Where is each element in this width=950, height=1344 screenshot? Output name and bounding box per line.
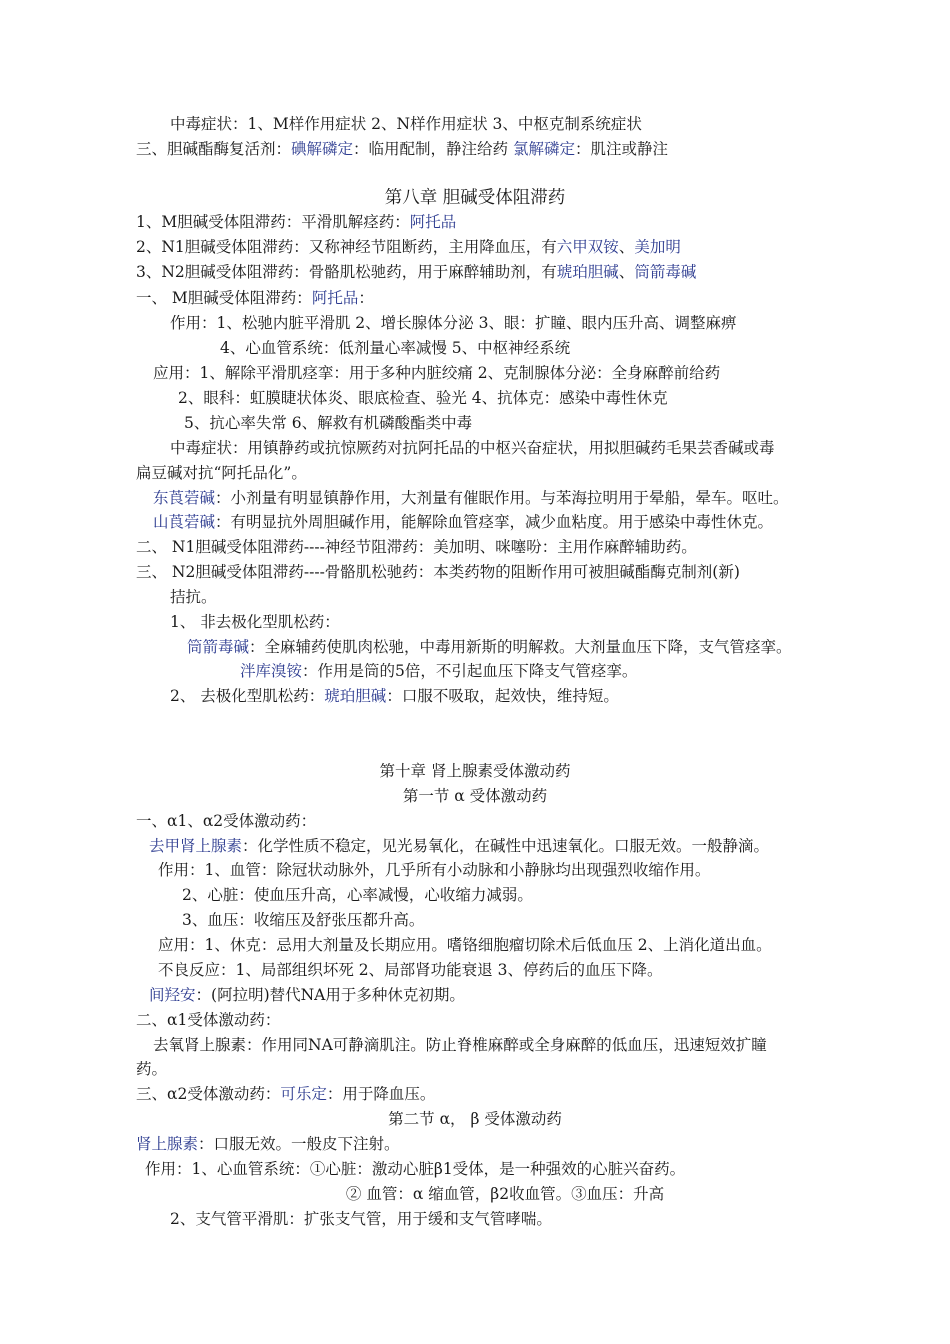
text-segment: 去氧肾上腺素：作用同NA可静滴肌注。防止脊椎麻醉或全身麻醉的低血压，迅速短效扩瞳 — [153, 1036, 767, 1054]
text-segment: 4、心血管系统：低剂量心率减慢 5、中枢神经系统 — [220, 339, 571, 357]
text-line — [158, 935, 772, 955]
text-line — [136, 212, 456, 232]
section-2-heading — [0, 1109, 950, 1129]
text-segment: ：用于降血压。 — [326, 1085, 436, 1103]
text-line — [136, 262, 696, 282]
text-segment: 不良反应：1、局部组织坏死 2、局部肾功能衰退 3、停药后的血压下降。 — [158, 961, 663, 979]
text-line — [136, 811, 316, 831]
drug-name-highlight: 间羟安 — [149, 986, 196, 1004]
text-line — [182, 910, 424, 930]
text-segment: 应用：1、解除平滑肌痉挛：用于多种内脏绞痛 2、克制腺体分泌：全身麻醉前给药 — [153, 364, 721, 382]
text-segment: 第八章 胆碱受体阻滞药 — [384, 188, 566, 208]
text-segment: 一、α1、α2受体激动药： — [136, 812, 317, 830]
text-segment: 3、N2胆碱受体阻滞药：骨骼肌松驰药，用于麻醉辅助剂，有 — [136, 263, 557, 281]
text-segment: 中毒症状：1、M样作用症状 2、N样作用症状 3、中枢克制系统症状 — [170, 115, 642, 133]
drug-name-highlight: 山莨菪碱 — [153, 513, 216, 531]
drug-name-highlight: 琥珀胆碱 — [324, 687, 387, 705]
drug-name-highlight: 氯解磷定 — [512, 140, 575, 158]
text-line — [170, 313, 736, 333]
text-segment: 1、 非去极化型肌松药： — [170, 613, 340, 631]
text-line — [170, 686, 619, 706]
text-segment: 中毒症状：用镇静药或抗惊厥药对抗阿托品的中枢兴奋症状，用拟胆碱药毛果芸香碱或毒 — [170, 439, 775, 457]
text-line — [158, 860, 710, 880]
text-line — [136, 537, 697, 557]
text-line — [136, 139, 668, 159]
text-segment: 作用：1、血管：除冠状动脉外，几乎所有小动脉和小静脉均出现强烈收缩作用。 — [158, 861, 711, 879]
text-segment: 、 — [618, 263, 635, 281]
text-line — [170, 587, 217, 607]
text-segment: 3、血压：收缩压及舒张压都升高。 — [182, 911, 425, 929]
drug-name-highlight: 美加明 — [634, 238, 681, 256]
text-segment: 2、心脏：使血压升高，心率减慢，心收缩力减弱。 — [182, 886, 533, 904]
drug-name-highlight: 碘解磷定 — [291, 140, 354, 158]
text-segment: ：有明显抗外周胆碱作用，能解除血管痉挛，减少血粘度。用于感染中毒性休克。 — [215, 513, 774, 531]
drug-name-highlight: 六甲双铵 — [556, 238, 619, 256]
text-line — [153, 363, 720, 383]
text-segment: 第一节 α 受体激动药 — [402, 787, 548, 805]
text-segment: 二、α1受体激动药： — [136, 1011, 281, 1029]
text-segment: ：临用配制，静注给药 — [353, 140, 513, 158]
drug-name-highlight: 阿托品 — [311, 289, 359, 307]
text-line — [184, 413, 472, 433]
text-segment: 三、胆碱酯酶复活剂： — [136, 140, 292, 158]
drug-name-highlight: 去甲肾上腺素 — [149, 837, 243, 855]
text-line — [136, 288, 374, 308]
text-line — [153, 1035, 767, 1055]
text-line — [220, 338, 570, 358]
text-segment: 药。 — [136, 1060, 168, 1078]
text-segment: 应用：1、休克：忌用大剂量及长期应用。嗜铬细胞瘤切除术后低血压 2、上消化道出血。 — [158, 936, 772, 954]
text-line — [170, 438, 775, 458]
text-segment: 作用：1、松驰内脏平滑肌 2、增长腺体分泌 3、眼：扩瞳、眼内压升高、调整麻痹 — [170, 314, 737, 332]
text-line — [153, 512, 773, 532]
text-segment: ：小剂量有明显镇静作用，大剂量有催眠作用。与苯海拉明用于晕船，晕车。呕吐。 — [215, 489, 789, 507]
text-segment: 1、M胆碱受体阻滞药：平滑肌解痉药： — [136, 213, 410, 231]
text-segment: 一、 M胆碱受体阻滞药： — [136, 289, 312, 307]
text-line — [158, 960, 662, 980]
text-segment: ：化学性质不稳定，见光易氧化，在碱性中迅速氧化。口服无效。一般静滴。 — [242, 837, 770, 855]
text-segment: 、 — [618, 238, 635, 256]
text-line — [30, 1184, 950, 1204]
text-line — [136, 562, 740, 582]
text-segment: ：口服无效。一般皮下注射。 — [198, 1135, 400, 1153]
text-line — [178, 388, 668, 408]
text-segment: 5、抗心率失常 6、解救有机磷酸酯类中毒 — [184, 414, 473, 432]
text-line — [170, 114, 642, 134]
text-segment: ② 血管：α 缩血管，β2收血管。③血压：升高 — [345, 1185, 665, 1203]
text-line — [149, 836, 769, 856]
text-segment: ：口服不吸取，起效快，维持短。 — [386, 687, 619, 705]
text-line — [136, 1010, 280, 1030]
text-segment: 三、α2受体激动药： — [136, 1085, 281, 1103]
text-line — [170, 1209, 552, 1229]
drug-name-highlight: 泮库溴铵 — [240, 662, 303, 680]
text-segment: 三、 N2胆碱受体阻滞药----骨骼肌松驰药：本类药物的阻断作用可被胆碱酯酶克制剂(新) — [136, 563, 740, 581]
text-segment: 作用：1、心血管系统：①心脏：激动心脏β1受体，是一种强效的心脏兴奋药。 — [145, 1160, 686, 1178]
text-segment: 扁豆碱对抗“阿托品化”。 — [136, 464, 307, 482]
chapter-10-heading — [0, 761, 950, 781]
text-segment: 2、N1胆碱受体阻滞药：又称神经节阻断药，主用降血压，有 — [136, 238, 557, 256]
text-segment: 2、支气管平滑肌：扩张支气管，用于缓和支气管哮喘。 — [170, 1210, 552, 1228]
text-line — [153, 488, 789, 508]
text-line — [136, 237, 681, 257]
text-line — [145, 1159, 685, 1179]
text-line — [170, 612, 340, 632]
drug-name-highlight: 筒箭毒碱 — [634, 263, 697, 281]
text-line — [187, 637, 792, 657]
text-segment: 2、 去极化型肌松药： — [170, 687, 325, 705]
drug-name-highlight: 阿托品 — [409, 213, 457, 231]
text-segment: 2、眼科：虹膜睫状体炎、眼底检查、验光 4、抗体克：感染中毒性休克 — [178, 389, 668, 407]
text-segment: 二、 N1胆碱受体阻滞药----神经节阻滞药：美加明、咪噻吩：主用作麻醉辅助药。 — [136, 538, 697, 556]
text-line — [136, 1084, 435, 1104]
text-segment: ： — [358, 289, 374, 307]
text-line — [136, 1134, 400, 1154]
text-line — [149, 985, 465, 1005]
text-segment: ：(阿拉明)替代NA用于多种休克初期。 — [195, 986, 465, 1004]
drug-name-highlight: 东莨菪碱 — [153, 489, 216, 507]
chapter-8-heading — [0, 188, 950, 208]
text-line — [240, 661, 637, 681]
section-1-heading — [0, 786, 950, 806]
text-segment: ：全麻辅药使肌肉松驰，中毒用新斯的明解救。大剂量血压下降，支气管痉挛。 — [249, 638, 792, 656]
text-segment: 第十章 肾上腺素受体激动药 — [379, 762, 571, 780]
drug-name-highlight: 筒箭毒碱 — [187, 638, 250, 656]
text-segment: ：作用是筒的5倍，不引起血压下降支气管痉挛。 — [302, 662, 638, 680]
text-segment: 拮抗。 — [170, 588, 217, 606]
text-segment: 第二节 α， β 受体激动药 — [388, 1110, 562, 1128]
drug-name-highlight: 琥珀胆碱 — [556, 263, 619, 281]
drug-name-highlight: 可乐定 — [280, 1085, 327, 1103]
text-segment: ：肌注或静注 — [574, 140, 668, 158]
text-line — [136, 1059, 167, 1079]
drug-name-highlight: 肾上腺素 — [136, 1135, 199, 1153]
text-line — [182, 885, 533, 905]
text-line — [136, 463, 307, 483]
